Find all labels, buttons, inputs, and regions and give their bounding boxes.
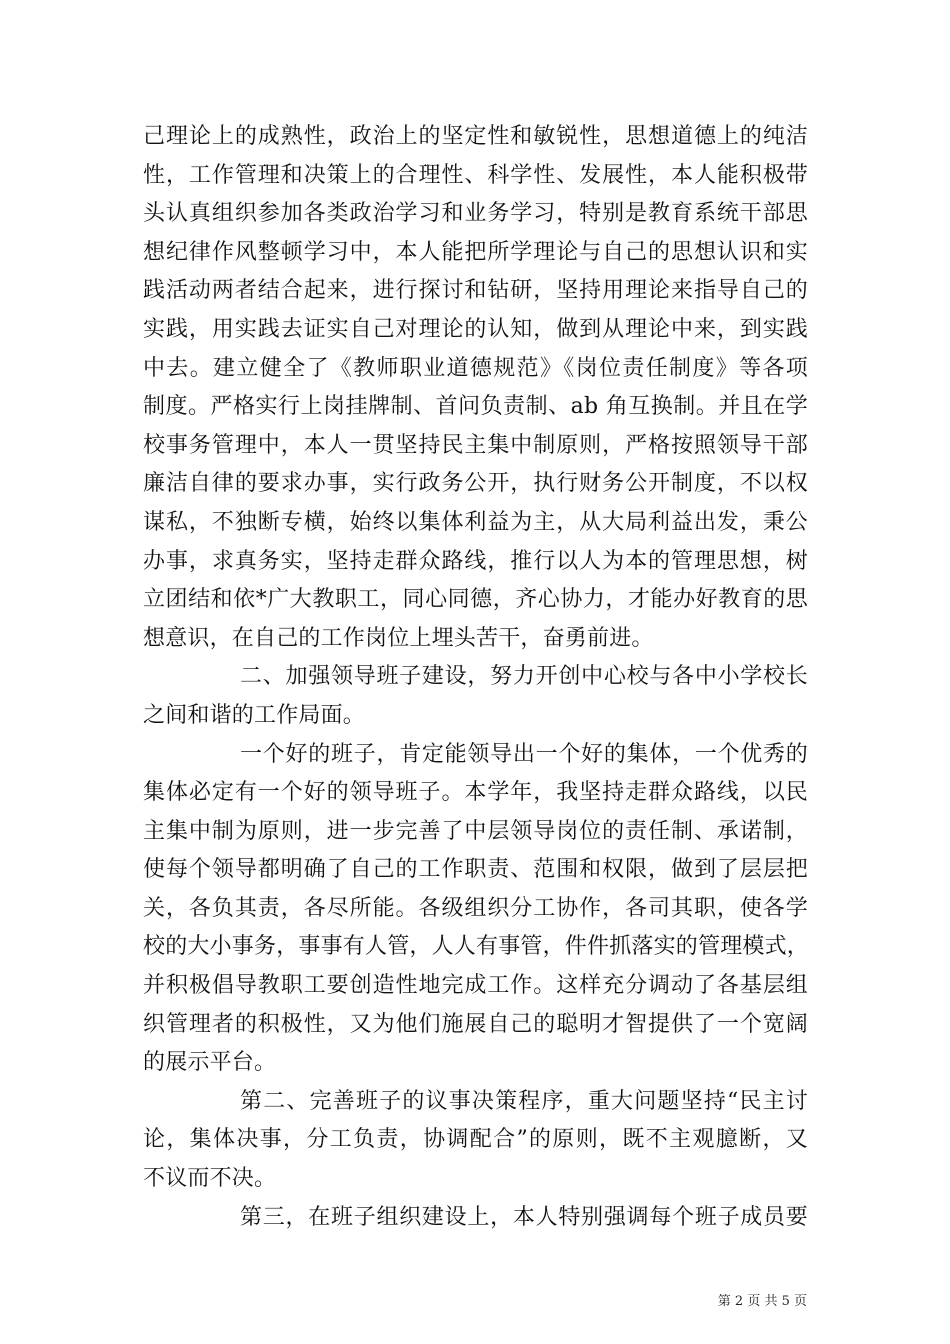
text-line: 想纪律作风整顿学习中，本人能把所学理论与自己的思想认识和实 (143, 239, 808, 265)
text-line: 中去。建立健全了《教师职业道德规范》《岗位责任制度》等各项 (143, 355, 808, 381)
text-line: 校事务管理中，本人一贯坚持民主集中制原则，严格按照领导干部 (143, 432, 808, 458)
text-line: 的展示平台。 (143, 1050, 277, 1076)
text-line: 一个好的班子，肯定能领导出一个好的集体，一个优秀的 (240, 741, 808, 767)
document-body (143, 118, 808, 1237)
text-line: 廉洁自律的要求办事，实行政务公开，执行财务公开制度，不以权 (143, 471, 808, 497)
text-line: 制度。严格实行上岗挂牌制、首问负责制、ab 角互换制。并且在学 (143, 394, 808, 420)
page-number-footer: 第 2 页 共 5 页 (717, 1294, 807, 1309)
text-line: 之间和谐的工作局面。 (143, 702, 366, 728)
text-line: 二、加强领导班子建设，努力开创中心校与各中小学校长 (240, 664, 808, 690)
text-line: 第三，在班子组织建设上，本人特别强调每个班子成员要 (240, 1204, 808, 1230)
text-line: 想意识，在自己的工作岗位上埋头苦干，奋勇前进。 (143, 625, 654, 651)
text-line: 践活动两者结合起来，进行探讨和钻研，坚持用理论来指导自己的 (143, 278, 808, 304)
text-line: 性，工作管理和决策上的合理性、科学性、发展性，本人能积极带 (143, 162, 808, 188)
text-line: 不议而不决。 (143, 1166, 277, 1192)
text-line: 立团结和依*广大教职工，同心同德，齐心协力，才能办好教育的思 (143, 587, 808, 613)
text-line: 集体必定有一个好的领导班子。本学年，我坚持走群众路线，以民 (143, 780, 808, 806)
text-line: 关，各负其责，各尽所能。各级组织分工协作，各司其职，使各学 (143, 895, 808, 921)
text-line: 校的大小事务，事事有人管，人人有事管，件件抓落实的管理模式， (143, 934, 810, 960)
text-line: 办事，求真务实，坚持走群众路线，推行以人为本的管理思想，树 (143, 548, 808, 574)
text-line: 使每个领导都明确了自己的工作职责、范围和权限，做到了层层把 (143, 857, 808, 883)
text-line: 第二、完善班子的议事决策程序，重大问题坚持“民主讨 (240, 1088, 808, 1114)
text-line: 己理论上的成熟性，政治上的坚定性和敏锐性，思想道德上的纯洁 (143, 124, 808, 149)
text-line: 并积极倡导教职工要创造性地完成工作。这样充分调动了各基层组 (143, 973, 808, 999)
text-line: 主集中制为原则，进一步完善了中层领导岗位的责任制、承诺制， (143, 818, 808, 844)
text-line: 头认真组织参加各类政治学习和业务学习，特别是教育系统干部思 (143, 201, 808, 227)
text-line: 织管理者的积极性，又为他们施展自己的聪明才智提供了一个宽阔 (143, 1011, 808, 1037)
text-line: 实践，用实践去证实自己对理论的认知，做到从理论中来，到实践 (143, 316, 808, 342)
text-line: 谋私，不独断专横，始终以集体利益为主，从大局利益出发，秉公 (143, 509, 808, 535)
text-line: 论，集体决事，分工负责，协调配合”的原则，既不主观臆断，又 (143, 1127, 808, 1153)
